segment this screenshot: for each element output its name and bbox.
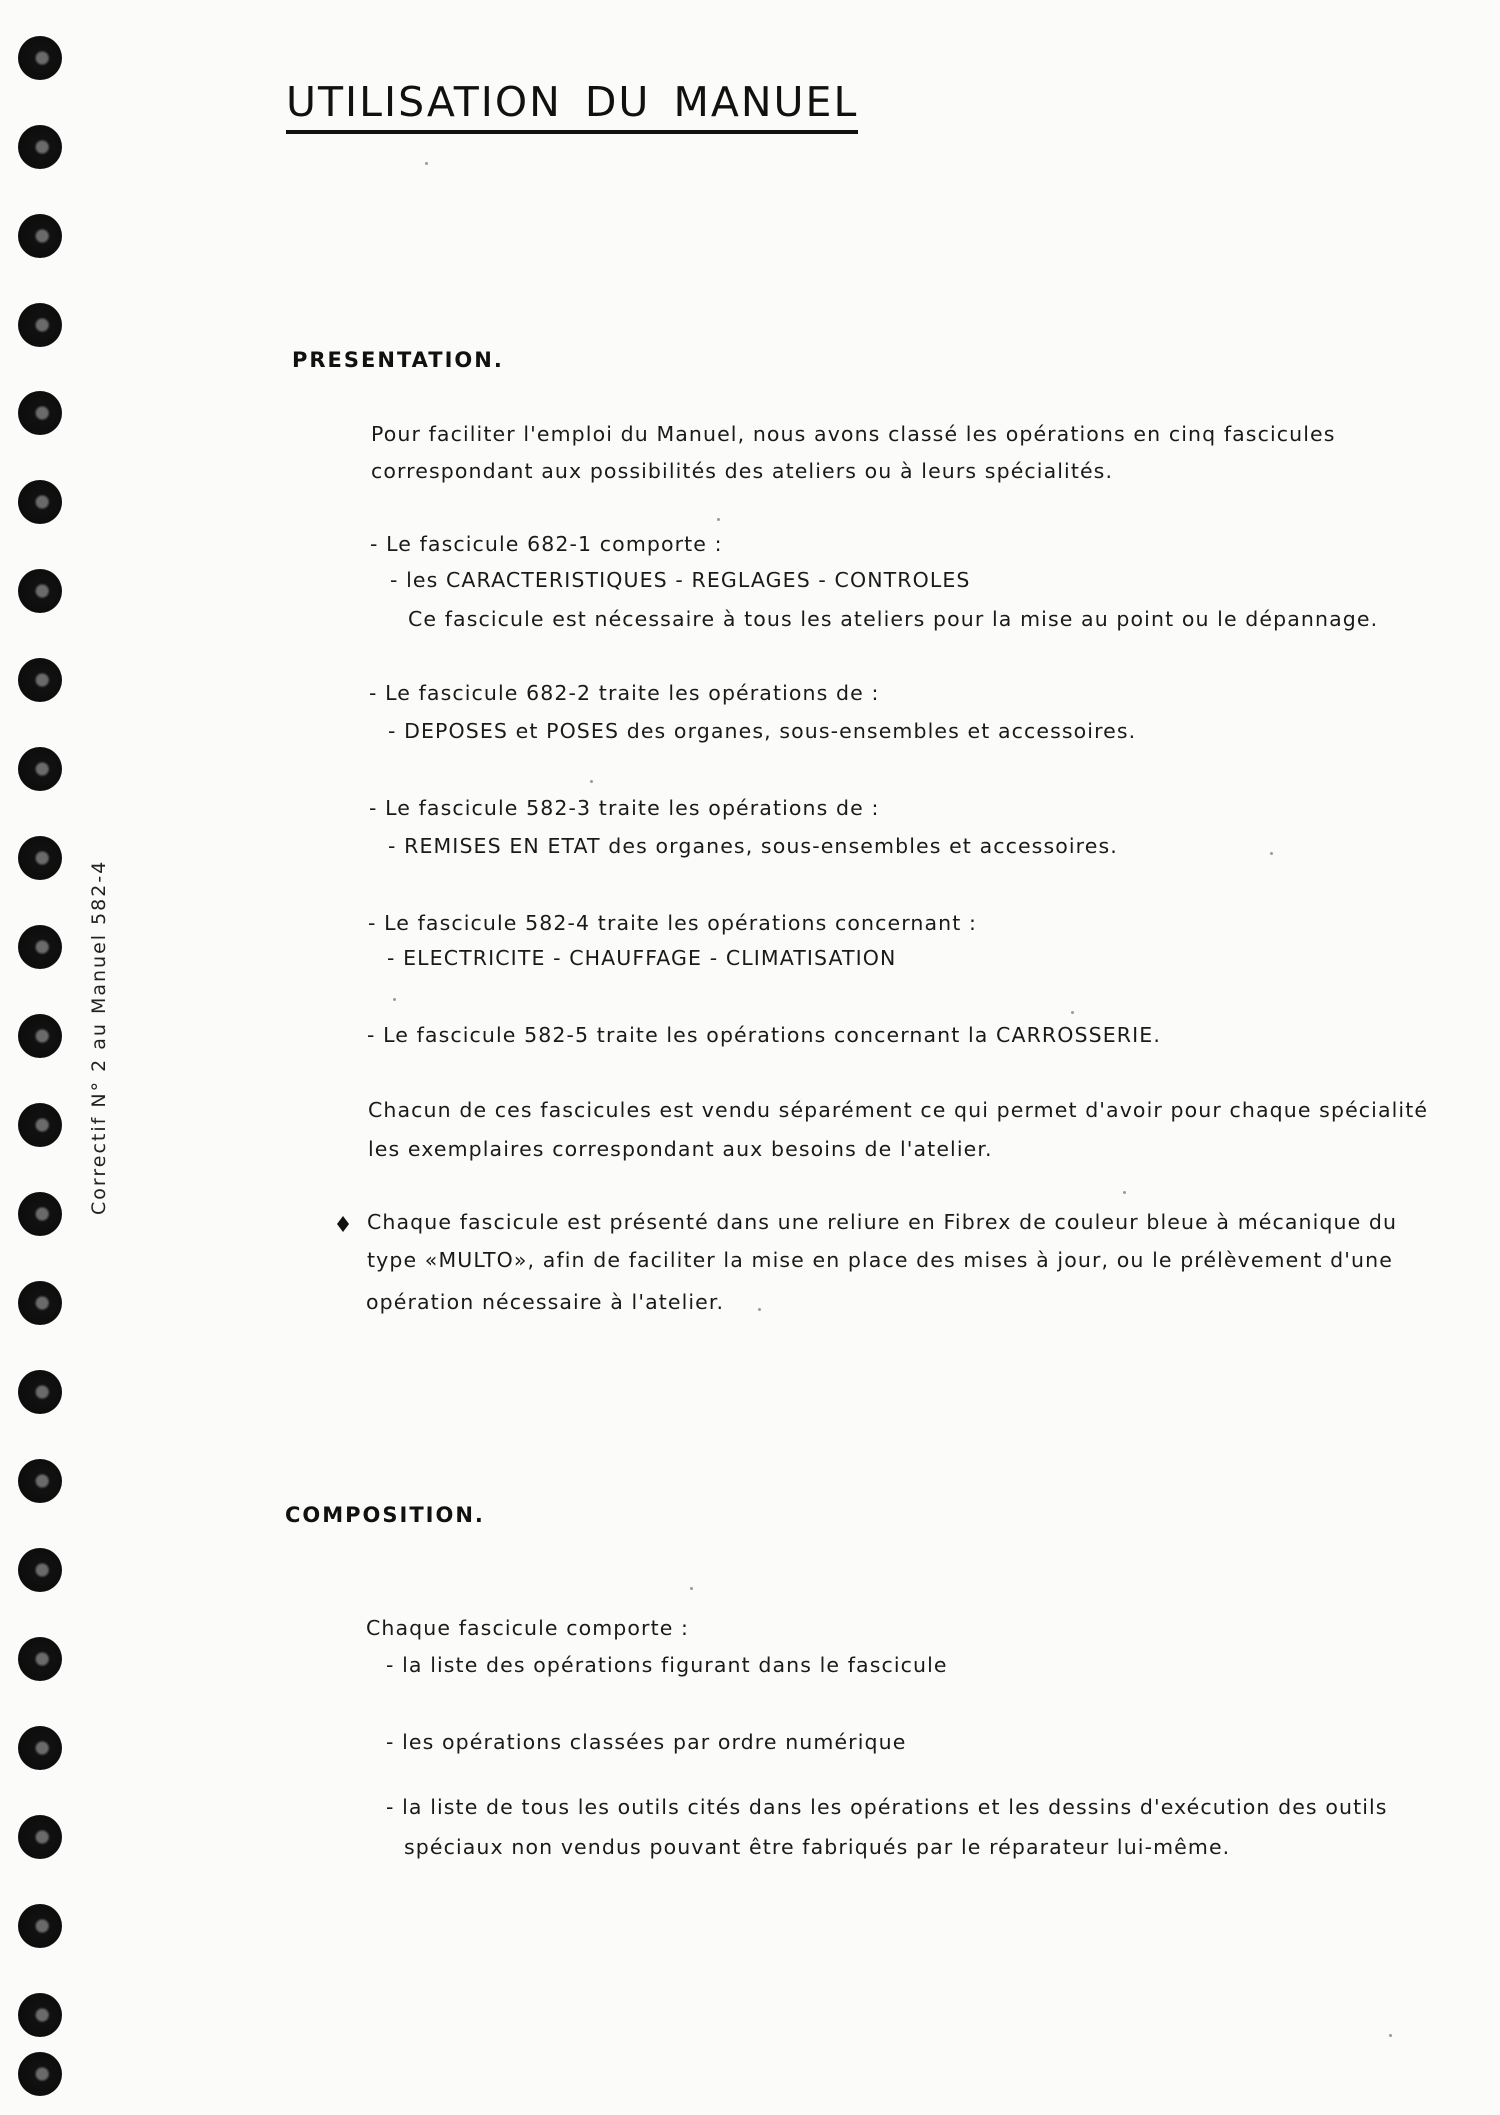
side-caption: Correctif N° 2 au Manuel 582-4 bbox=[88, 859, 110, 1215]
binding-line: opération nécessaire à l'atelier. bbox=[366, 1290, 725, 1314]
binding-line: type «MULTO», afin de faciliter la mise en place des mises à jour, ou le prélèvement d'une bbox=[367, 1248, 1393, 1272]
scan-speck bbox=[1071, 1011, 1074, 1014]
binder-hole-icon bbox=[18, 1993, 62, 2037]
scan-speck bbox=[758, 1308, 761, 1311]
fascicule-4-subject: - ELECTRICITE - CHAUFFAGE - CLIMATISATION bbox=[387, 946, 897, 970]
binder-hole-icon bbox=[18, 1637, 62, 1681]
binder-holes bbox=[18, 36, 78, 2096]
binder-hole-icon bbox=[18, 303, 62, 347]
composition-item-continued: spéciaux non vendus pouvant être fabriqués par le réparateur lui-même. bbox=[404, 1835, 1231, 1859]
binder-hole-icon bbox=[18, 2052, 62, 2096]
change-marker-icon bbox=[337, 1216, 349, 1232]
fascicule-4-heading: - Le fascicule 582-4 traite les opérations concernant : bbox=[368, 911, 977, 935]
fascicule-2-heading: - Le fascicule 682-2 traite les opérations de : bbox=[369, 681, 880, 705]
binder-hole-icon bbox=[18, 214, 62, 258]
scan-speck bbox=[717, 518, 720, 521]
binder-hole-icon bbox=[18, 1014, 62, 1058]
binder-hole-icon bbox=[18, 1726, 62, 1770]
presentation-heading: PRESENTATION. bbox=[292, 348, 504, 372]
binder-hole-icon bbox=[18, 925, 62, 969]
binder-hole-icon bbox=[18, 1815, 62, 1859]
fascicule-5-heading: - Le fascicule 582-5 traite les opérations concernant la CARROSSERIE. bbox=[367, 1023, 1161, 1047]
binder-hole-icon bbox=[18, 1548, 62, 1592]
scan-speck bbox=[425, 162, 428, 165]
composition-intro: Chaque fascicule comporte : bbox=[366, 1616, 690, 1640]
binder-hole-icon bbox=[18, 36, 62, 80]
binder-hole-icon bbox=[18, 658, 62, 702]
scan-speck bbox=[1389, 2034, 1392, 2037]
fascicule-3-subject: - REMISES EN ETAT des organes, sous-ensembles et accessoires. bbox=[388, 834, 1118, 858]
scan-speck bbox=[690, 1587, 693, 1590]
binding-line: Chaque fascicule est présenté dans une reliure en Fibrex de couleur bleue à mécanique du bbox=[367, 1210, 1398, 1234]
composition-item: - la liste de tous les outils cités dans les opérations et les dessins d'exécution des outils bbox=[386, 1795, 1388, 1819]
composition-item: - les opérations classées par ordre numérique bbox=[386, 1730, 907, 1754]
binder-hole-icon bbox=[18, 1904, 62, 1948]
composition-item: - la liste des opérations figurant dans le fascicule bbox=[386, 1653, 948, 1677]
binder-hole-icon bbox=[18, 747, 62, 791]
binder-hole-icon bbox=[18, 569, 62, 613]
binder-hole-icon bbox=[18, 1192, 62, 1236]
binder-hole-icon bbox=[18, 125, 62, 169]
binder-hole-icon bbox=[18, 1281, 62, 1325]
binder-hole-icon bbox=[18, 1103, 62, 1147]
binder-hole-icon bbox=[18, 1370, 62, 1414]
scan-speck bbox=[1123, 1191, 1126, 1194]
fascicule-1-heading: - Le fascicule 682-1 comporte : bbox=[370, 532, 723, 556]
composition-heading: COMPOSITION. bbox=[285, 1503, 485, 1527]
presentation-intro-line: correspondant aux possibilités des ateliers ou à leurs spécialités. bbox=[371, 459, 1114, 483]
binder-hole-icon bbox=[18, 391, 62, 435]
sold-separately-line: Chacun de ces fascicules est vendu séparément ce qui permet d'avoir pour chaque spécialité bbox=[368, 1098, 1429, 1122]
binder-hole-icon bbox=[18, 1459, 62, 1503]
fascicule-1-subject: - les CARACTERISTIQUES - REGLAGES - CONTROLES bbox=[390, 568, 971, 592]
scan-speck bbox=[590, 780, 593, 783]
scan-speck bbox=[393, 998, 396, 1001]
fascicule-2-subject: - DEPOSES et POSES des organes, sous-ensembles et accessoires. bbox=[388, 719, 1137, 743]
binder-hole-icon bbox=[18, 480, 62, 524]
fascicule-1-note: Ce fascicule est nécessaire à tous les ateliers pour la mise au point ou le dépannage. bbox=[408, 607, 1379, 631]
presentation-intro-line: Pour faciliter l'emploi du Manuel, nous avons classé les opérations en cinq fascicules bbox=[371, 422, 1336, 446]
sold-separately-line: les exemplaires correspondant aux besoins de l'atelier. bbox=[368, 1137, 993, 1161]
fascicule-3-heading: - Le fascicule 582-3 traite les opérations de : bbox=[369, 796, 880, 820]
page-title: UTILISATION DU MANUEL bbox=[286, 78, 858, 134]
scan-speck bbox=[1270, 852, 1273, 855]
binder-hole-icon bbox=[18, 836, 62, 880]
